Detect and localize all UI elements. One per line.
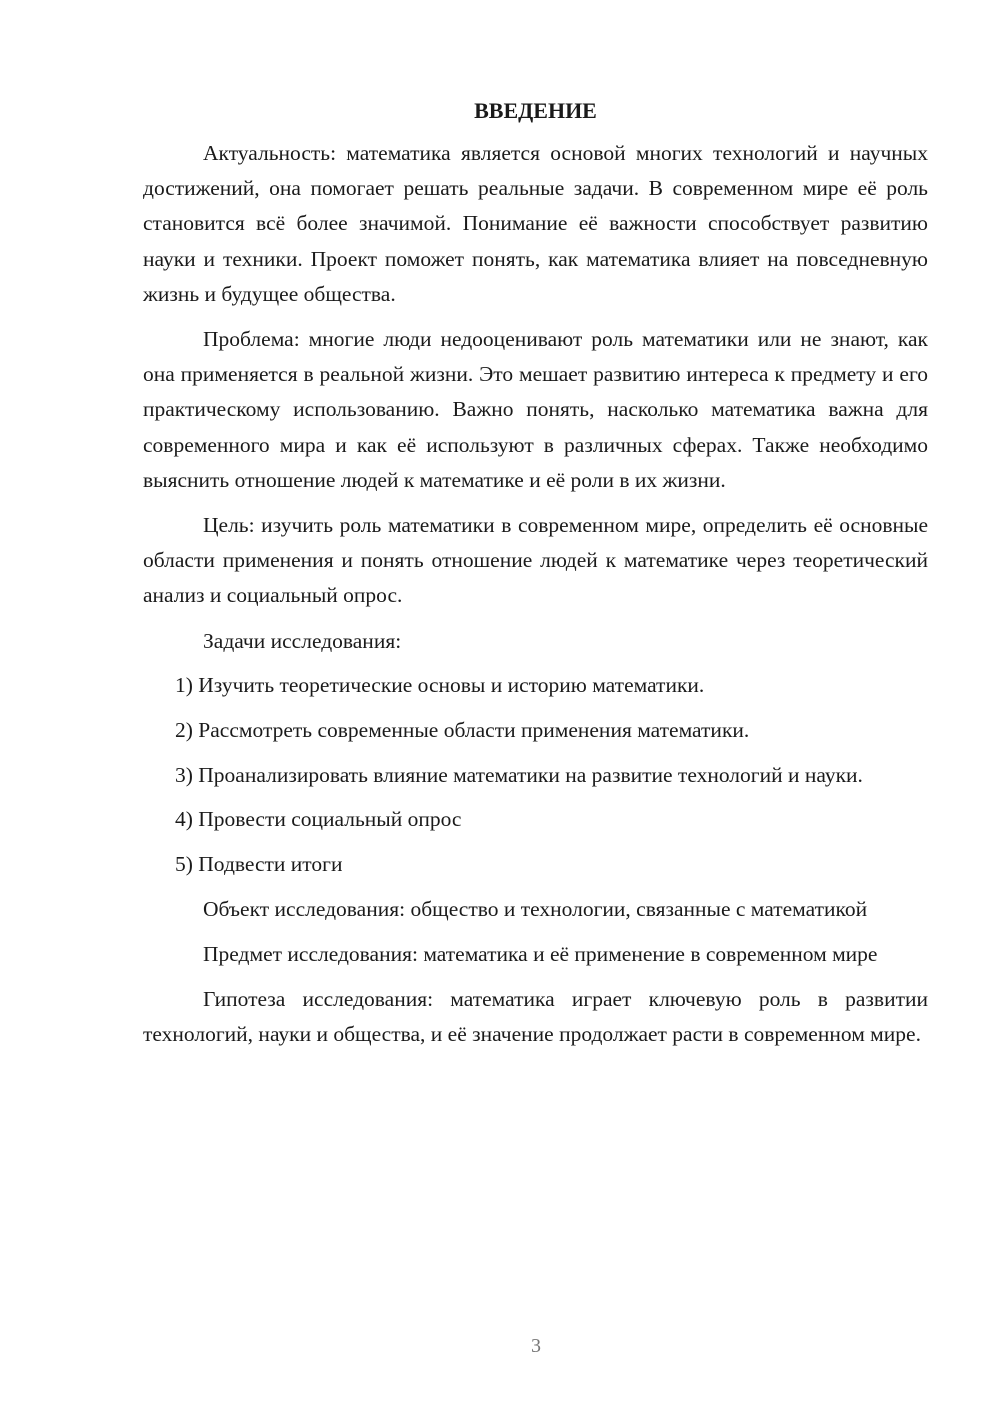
task-item: 5) Подвести итоги [175,852,343,877]
task-item: 3) Проанализировать влияние математики на развитие технологий и науки. [175,762,863,787]
tasks-heading: Задачи исследования: [203,628,402,653]
paragraph-goal: Цель: изучить роль математики в современном мире, определить её основные области применения и понять отношение людей к математике через теоретический анализ и социальный опрос. [143,513,928,608]
page-title: ВВЕДЕНИЕ [474,98,597,123]
task-item: 2) Рассмотреть современные области применения математики. [175,718,750,743]
paragraph-object: Объект исследования: общество и технологии, связанные с математикой [203,896,868,921]
page-content [143,96,928,1063]
paragraph-subject: Предмет исследования: математика и её применение в современном мире [203,942,878,967]
paragraph-relevance: Актуальность: математика является основой многих технологий и научных достижений, она помогает решать реальные задачи. В современном мире её роль становится всё более значимой. Понимание её важности способствует развитию науки и техники. Проект поможет понять, как математика влияет на повседневную жизнь и будущее общества. [143,141,928,306]
task-item: 4) Провести социальный опрос [175,807,462,832]
task-item: 1) Изучить теоретические основы и историю математики. [175,673,705,698]
paragraph-hypothesis: Гипотеза исследования: математика играет ключевую роль в развитии технологий, науки и общества, и её значение продолжает расти в современном мире. [143,987,928,1047]
paragraph-problem: Проблема: многие люди недооценивают роль математики или не знают, как она применяется в реальной жизни. Это мешает развитию интереса к предмету и его практическому использованию. Важно понять, насколько математика важна для современного мира и как её используют в различных сферах. Также необходимо выяснить отношение людей к математике и её роли в их жизни. [143,327,928,492]
page-number: 3 [531,1335,541,1357]
